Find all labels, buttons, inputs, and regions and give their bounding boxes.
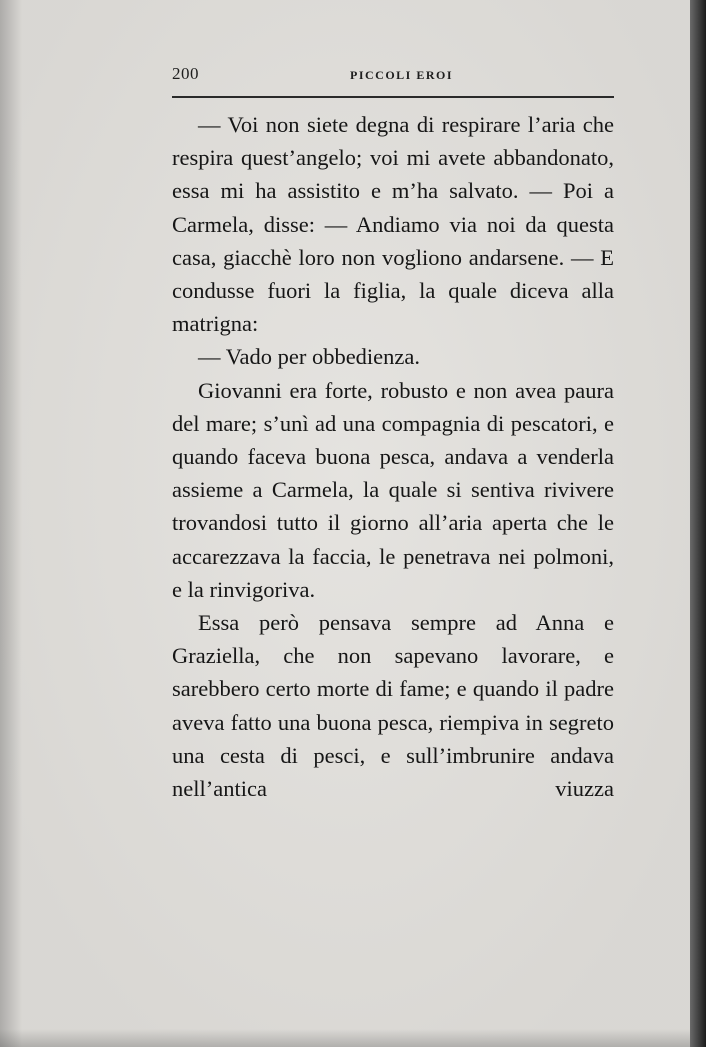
bottom-shadow bbox=[0, 1029, 690, 1047]
running-title: PICCOLI EROI bbox=[350, 68, 454, 82]
paragraph: Giovanni era forte, robusto e non avea paura del mare; s’unì ad una compagnia di pescatori, e quando faceva buona pesca, andava a venderla assieme a Carmela, la quale si sentiva rivivere trovandosi tutto il giorno all’aria aperta che le accarezzava la faccia, le penetrava nei polmoni, e la rinvigoriva. bbox=[172, 377, 614, 602]
page-edge bbox=[690, 0, 706, 1047]
paragraph: — Vado per obbedienza. bbox=[198, 344, 421, 370]
page-number: 200 bbox=[172, 64, 199, 83]
spine-shadow bbox=[0, 0, 22, 1047]
body-text bbox=[172, 108, 614, 805]
paragraph: — Voi non siete degna di respirare l’aria che respira quest’angelo; voi mi avete abbandonato, essa mi ha assistito e m’ha salvato. — Poi a Carmela, disse: — Andiamo via noi da questa casa, giacchè loro non vogliono andarsene. — E condusse fuori la figlia, la quale diceva alla matrigna: bbox=[172, 112, 614, 337]
header-rule bbox=[172, 96, 614, 98]
page-header bbox=[172, 64, 614, 86]
paragraph: Essa però pensava sempre ad Anna e Graziella, che non sapevano lavorare, e sarebbero certo morte di fame; e quando il padre aveva fatto una buona pesca, riempiva in segreto una cesta di pesci, e sull’imbrunire andava nell’antica viuzza bbox=[172, 610, 614, 802]
